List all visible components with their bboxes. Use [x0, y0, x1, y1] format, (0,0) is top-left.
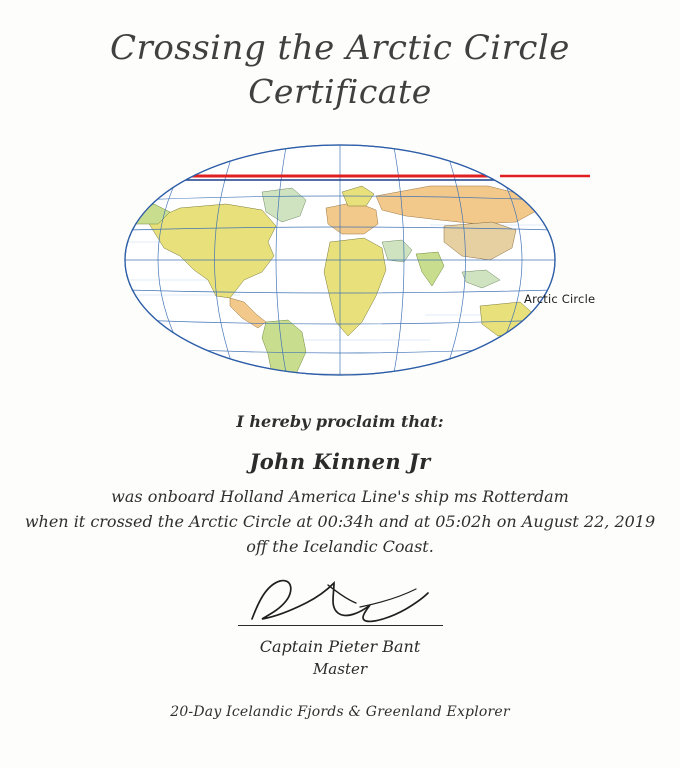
world-map-graphic — [30, 130, 650, 390]
body-line-3: off the Icelandic Coast. — [246, 537, 434, 556]
body-line-2: when it crossed the Arctic Circle at 00:34h and at 05:02h on August 22, 2019 — [24, 512, 656, 531]
proclaim-text: I hereby proclaim that: — [236, 412, 444, 431]
cruise-itinerary-footer: 20-Day Icelandic Fjords & Greenland Explorer — [170, 704, 510, 720]
arctic-circle-label: Arctic Circle — [524, 292, 596, 306]
recipient-name: John Kinnen Jr — [249, 449, 431, 474]
signature-rule — [238, 625, 443, 626]
certificate-body — [25, 484, 655, 559]
title-line-1: Crossing the Arctic Circle — [110, 28, 570, 68]
title-line-2: Certificate — [248, 72, 432, 111]
body-line-1: was onboard Holland America Line's ship ms Rotterdam — [111, 487, 569, 506]
certificate-title — [110, 26, 570, 114]
signer-name: Captain Pieter Bant — [259, 637, 421, 656]
handwritten-signature-icon — [210, 573, 470, 629]
signer-role: Master — [312, 660, 368, 678]
world-map — [30, 130, 650, 390]
signature-block — [190, 573, 490, 635]
